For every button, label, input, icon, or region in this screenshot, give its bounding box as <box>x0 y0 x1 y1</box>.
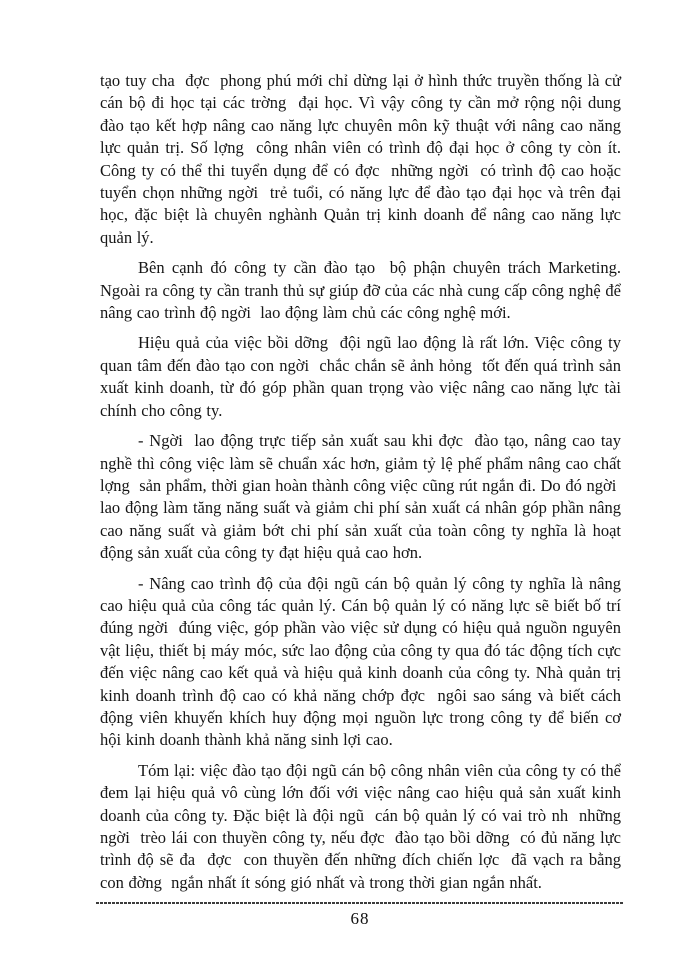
paragraph: - Nâng cao trình độ của đội ngũ cán bộ quản lý công ty nghĩa là nâng cao hiệu quả của công tác quản lý. Cán bộ quản lý có năng lực sẽ biết bố trí đúng ngời đúng việc, góp phần vào việc sử dụng có hiệu quả nguồn nguyên vật liệu, thiết bị máy móc, sức lao động của công ty qua đó tác động tích cực đến việc nâng cao kết quả và hiệu quả kinh doanh của công ty. Nhà quản trị kinh doanh trình độ cao có khả năng chớp đợc ngôi sao sáng và biết cách động viên khuyến khích huy động mọi nguồn lực trong công ty để biến cơ hội kinh doanh thành khả năng sinh lợi cao. <box>100 573 621 750</box>
paragraph: Hiệu quả của việc bồi dỡng đội ngũ lao động là rất lớn. Việc công ty quan tâm đến đào tạo con ngời chắc chắn sẽ ảnh hỏng tốt đến quá trình sản xuất kinh doanh, từ đó góp phần quan trọng vào việc nâng cao năng lực tài chính cho công ty. <box>100 333 621 420</box>
page-number: 68 <box>350 909 370 928</box>
footer-rule <box>96 902 624 904</box>
paragraph: Bên cạnh đó công ty cần đào tạo bộ phận chuyên trách Marketing. Ngoài ra công ty cần tranh thủ sự giúp đỡ của các nhà cung cấp công nghệ để nâng cao trình độ ngời lao động làm chủ các công nghệ mới. <box>100 258 621 323</box>
paragraph: Tóm lại: việc đào tạo đội ngũ cán bộ công nhân viên của công ty có thể đem lại hiệu quả vô cùng lớn đối với việc nâng cao hiệu quả sản xuất kinh doanh của công ty. Đặc biệt là đội ngũ cán bộ quản lý có vai trò nh những ngời trèo lái con thuyền công ty, nếu đợc đào tạo bồi dỡng có đủ năng lực trình độ sẽ đa đợc con thuyền đến những đích chiến lợc đã vạch ra bằng con đờng ngắn nhất ít sóng gió nhất và trong thời gian ngắn nhất. <box>100 760 621 892</box>
paragraph: - Ngời lao động trực tiếp sản xuất sau khi đợc đào tạo, nâng cao tay nghề thì công việc làm sẽ chuẩn xác hơn, giảm tỷ lệ phế phẩm nâng cao chất lợng sản phẩm, thời gian hoàn thành công việc cũng rút ngắn đi. Do đó ngời lao động làm tăng năng suất và giảm chi phí sản xuất cá nhân góp phần nâng cao năng suất và giảm bớt chi phí sản xuất của toàn công ty nghĩa là hoạt động sản xuất của công ty đạt hiệu quả cao hơn. <box>100 431 621 563</box>
paragraph: tạo tuy cha đợc phong phú mới chỉ dừng lại ở hình thức truyền thống là cử cán bộ đi học tại các trờng đại học. Vì vậy công ty cần mở rộng nội dung đào tạo kết hợp nâng cao năng lực chuyên môn kỹ thuật với nâng cao năng lực quản trị. Số lợng công nhân viên có trình độ đại học ở công ty còn ít. Công ty có thể thi tuyển dụng để có đợc những ngời có trình độ cao hoặc tuyển chọn những ngời trẻ tuổi, có năng lực để đào tạo đại học và trên đại học, đặc biệt là chuyên nghành Quản trị kinh doanh để nâng cao năng lực quản lý. <box>100 71 621 247</box>
page-footer <box>96 902 624 929</box>
document-page-body <box>100 70 621 902</box>
